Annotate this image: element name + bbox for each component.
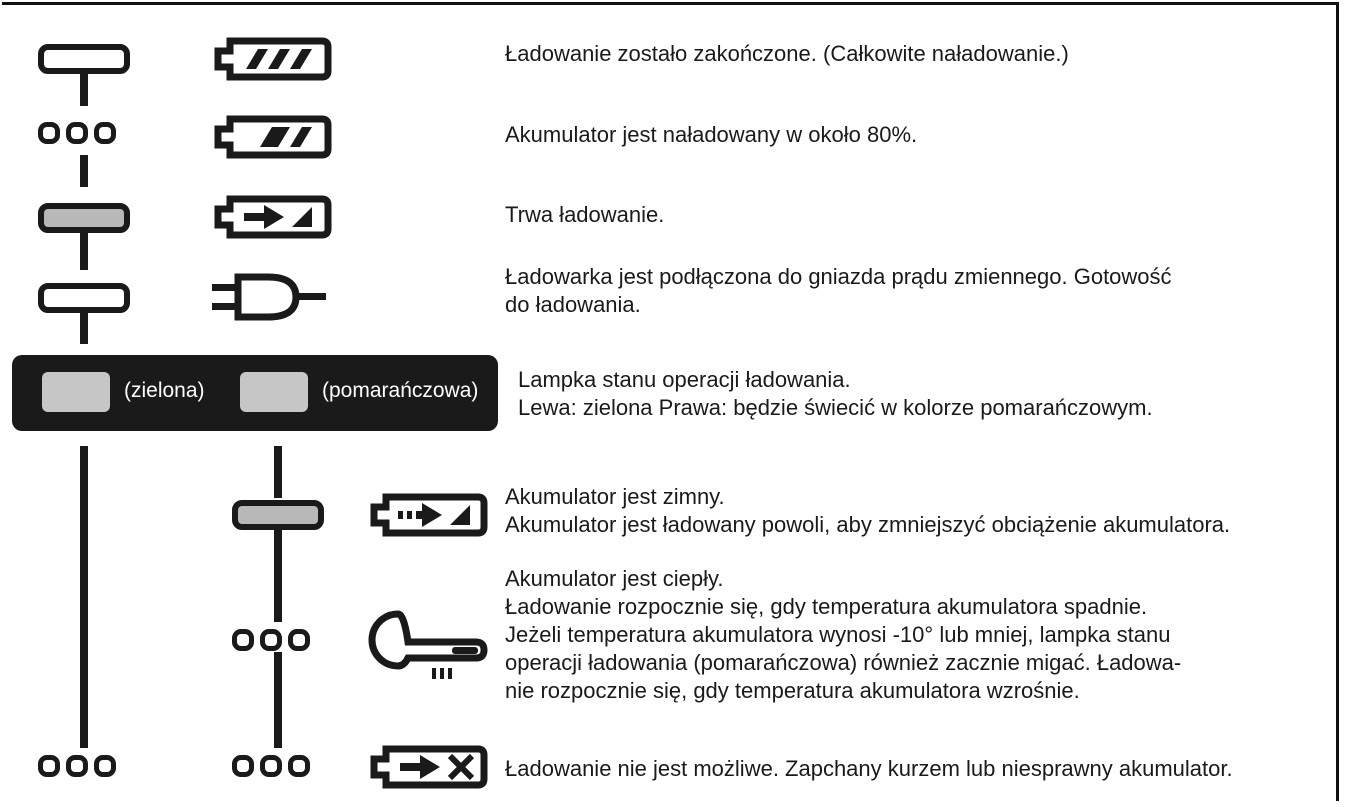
orange-lamp-blinking: [232, 629, 310, 651]
description-line: Ładowarka jest podłączona do gniazda prądu zmiennego. Gotowość: [505, 264, 1172, 289]
orange-lamp-swatch: [240, 372, 308, 412]
blink-dot: [288, 755, 310, 777]
green-lamp-blinking: [38, 122, 116, 144]
description-line: operacji ładowania (pomarańczowa) również zacznie migać. Ładowa-: [505, 650, 1182, 675]
green-lamp-lit: [38, 203, 130, 233]
status-description: Ładowanie nie jest możliwe. Zapchany kurzem lub niesprawny akumulator.: [505, 756, 1233, 781]
legend-description: [518, 366, 1153, 422]
orange-lamp-lit: [232, 500, 324, 530]
blink-dot: [260, 755, 282, 777]
connector-line: [80, 446, 88, 748]
status-description: Akumulator jest naładowany w około 80%.: [505, 122, 918, 147]
status-description: [505, 483, 1230, 539]
status-description: Trwa ładowanie.: [505, 202, 665, 227]
connector-line: [274, 652, 282, 748]
green-lamp-swatch: [42, 372, 110, 412]
green-lamp-blinking: [38, 755, 116, 777]
description-line: nie rozpocznie się, gdy temperatura akumulatora wzrośnie.: [505, 678, 1080, 703]
connector-line: [80, 312, 88, 344]
battery-error-icon: [364, 744, 488, 790]
description-line: Akumulator jest zimny.: [505, 484, 725, 509]
orange-lamp-blinking: [232, 755, 310, 777]
lamp-legend: [12, 355, 498, 431]
blink-dot: [232, 755, 254, 777]
blink-dot: [38, 755, 60, 777]
blink-dot: [94, 122, 116, 144]
battery-charging-icon: [208, 194, 332, 240]
green-lamp-on: [38, 44, 130, 74]
description-line: do ładowania.: [505, 292, 641, 317]
description-line: Akumulator jest ciepły.: [505, 566, 724, 591]
connector-line: [80, 72, 88, 106]
description-line: Lampka stanu operacji ładowania.: [518, 367, 851, 392]
connector-line: [274, 530, 282, 622]
connector-line: [80, 155, 88, 187]
blink-dot: [94, 755, 116, 777]
description-line: Ładowanie rozpocznie się, gdy temperatura akumulatora spadnie.: [505, 594, 1148, 619]
blink-dot: [288, 629, 310, 651]
battery-cold-icon: [364, 492, 488, 538]
orange-lamp-label: (pomarańczowa): [322, 379, 479, 402]
battery-full-icon: [208, 36, 332, 82]
connector-line: [80, 232, 88, 270]
blink-dot: [66, 122, 88, 144]
connector-line: [274, 446, 282, 498]
green-lamp-off: [38, 283, 130, 313]
status-description: Ładowanie zostało zakończone. (Całkowite naładowanie.): [505, 41, 1069, 66]
green-lamp-label: (zielona): [124, 379, 205, 402]
description-line: Jeżeli temperatura akumulatora wynosi -10° lub mniej, lampka stanu: [505, 622, 1171, 647]
blink-dot: [232, 629, 254, 651]
blink-dot: [38, 122, 60, 144]
plug-icon: [210, 272, 330, 322]
description-line: Lewa: zielona Prawa: będzie świecić w kolorze pomarańczowym.: [518, 395, 1153, 420]
status-description: [505, 565, 1181, 705]
blink-dot: [66, 755, 88, 777]
status-description: [505, 263, 1172, 319]
description-line: Akumulator jest ładowany powoli, aby zmniejszyć obciążenie akumulatora.: [505, 512, 1231, 537]
thermometer-warm-icon: [364, 608, 490, 680]
blink-dot: [260, 629, 282, 651]
battery-80-icon: [208, 114, 332, 160]
